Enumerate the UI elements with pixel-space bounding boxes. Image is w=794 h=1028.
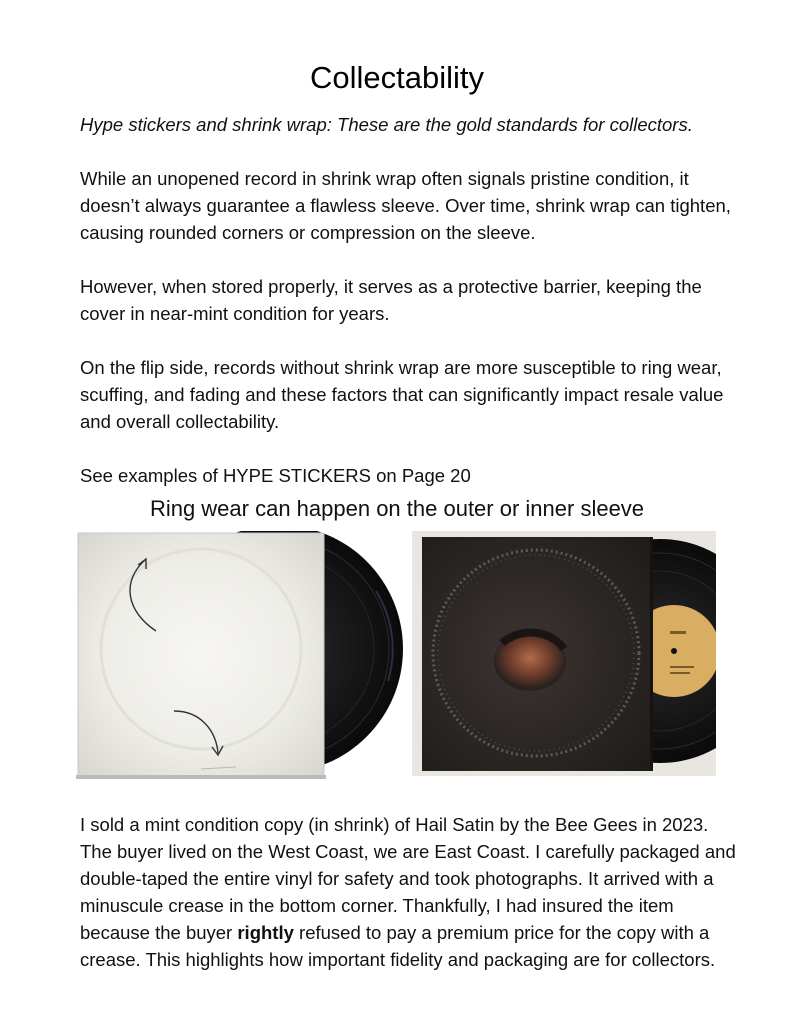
paragraph-shrink-wrap: While an unopened record in shrink wrap often signals pristine condition, it doesn’t always guarantee a flawless sleeve. Over time, shrink wrap can tighten, causing rounded corners or compression on the sleeve. [80, 168, 731, 243]
white-sleeve-illustration [76, 531, 406, 781]
paragraph-ring-wear: On the flip side, records without shrink wrap are more susceptible to ring wear, scuffing, and fading and these factors that can significantly impact resale value and overall collectability. [80, 357, 724, 432]
white-sleeve [78, 533, 324, 777]
paragraph-hype-stickers-reference: See examples of HYPE STICKERS on Page 20 [80, 465, 471, 486]
figure-caption: Ring wear can happen on the outer or inner sleeve [149, 496, 645, 521]
story-text-start: I sold a mint condition copy (in shrink) of Hail Satin by the Bee Gees in 2023. The buyer lived on the West Coast, we are East Coast. I carefully packaged and double-taped the entire vinyl for safety and took photographs. It arrived with a minuscule crease in the bottom corner. Thankfully, I had insured the item because the buyer [80, 814, 736, 943]
page-title: Collectability [309, 60, 484, 95]
white-sleeve-ring-wear-photo [76, 531, 406, 781]
paragraph-personal-story [80, 811, 740, 973]
page-subtitle: Hype stickers and shrink wrap: These are the gold standards for collectors. [80, 114, 693, 135]
story-bold-word: rightly [237, 922, 294, 943]
paragraph-protective-barrier: However, when stored properly, it serves as a protective barrier, keeping the cover in near-mint condition for years. [80, 276, 702, 324]
story-text-end: refused to pay a premium price for the copy with a crease. This highlights how important fidelity and packaging are for collectors. [80, 922, 716, 970]
dark-sleeve-ring-wear-photo [412, 531, 716, 776]
dark-sleeve-illustration [412, 531, 716, 776]
